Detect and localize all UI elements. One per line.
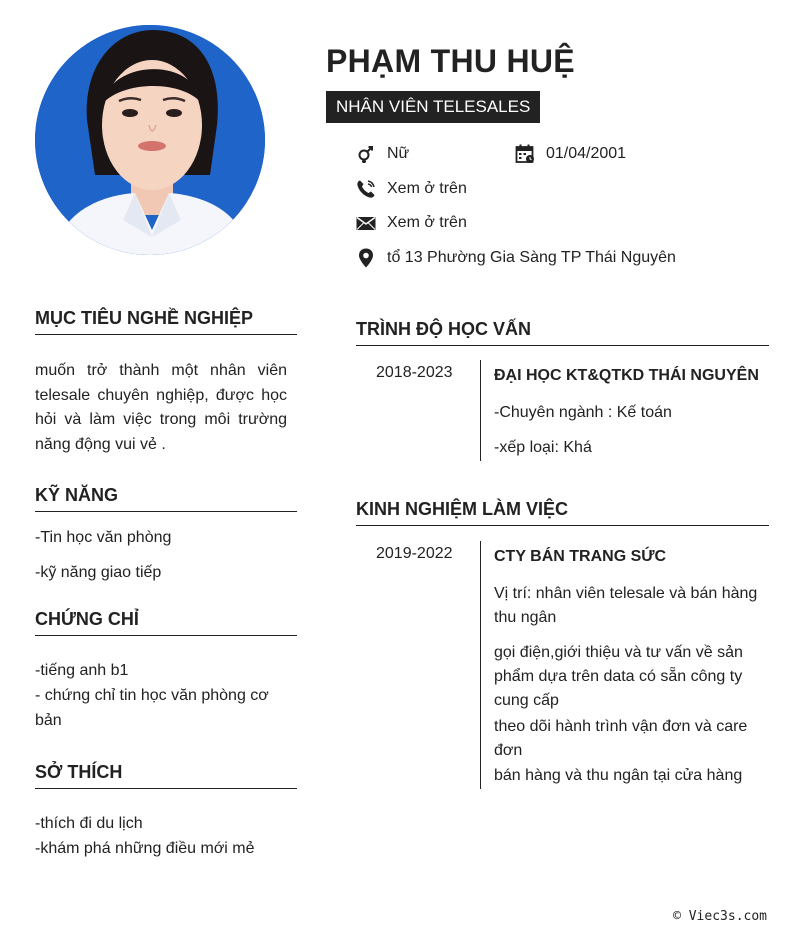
experience-position: Vị trí: nhân viên telesale và bán hàng thu ngân xyxy=(494,585,758,626)
education-divider xyxy=(480,360,481,461)
hobby-item: -khám phá những điều mới mẻ xyxy=(35,840,255,857)
calendar-icon xyxy=(515,144,535,164)
company-name: CTY BÁN TRANG SỨC xyxy=(494,548,667,565)
experience-duty: bán hàng và thu ngân tại cửa hàng xyxy=(494,767,743,784)
certificate-item: -tiếng anh b1 xyxy=(35,662,129,679)
phone-value: Xem ở trên xyxy=(387,180,467,197)
skill-item: -Tin học văn phòng xyxy=(35,529,172,546)
job-title-badge: NHÂN VIÊN TELESALES xyxy=(326,91,540,123)
objective-text: muốn trở thành một nhân viên telesale chuyên nghiệp, được học hỏi và làm việc trong môi trường năng động vui vẻ . xyxy=(35,362,287,453)
experience-duty: gọi điện,giới thiệu và tư vấn về sản phẩm dựa trên data có sẵn công ty cung cấp xyxy=(494,644,743,709)
experience-years: 2019-2022 xyxy=(376,545,453,562)
location-pin-icon xyxy=(356,248,376,268)
birthday-value: 01/04/2001 xyxy=(546,145,627,162)
objective-heading: MỤC TIÊU NGHỀ NGHIỆP xyxy=(35,308,297,335)
certificates-heading: CHỨNG CHỈ xyxy=(35,609,297,636)
education-heading: TRÌNH ĐỘ HỌC VẤN xyxy=(356,319,769,346)
footer-credit: © Viec3s.com xyxy=(673,909,767,924)
email-value: Xem ở trên xyxy=(387,214,467,231)
experience-heading: KINH NGHIỆM LÀM VIỆC xyxy=(356,499,769,526)
gender-icon xyxy=(356,144,376,164)
hobby-item: -thích đi du lịch xyxy=(35,815,143,832)
hobbies-heading: SỞ THÍCH xyxy=(35,762,297,789)
certificate-item: - chứng chỉ tin học văn phòng cơ bản xyxy=(35,687,269,729)
skill-item: -kỹ năng giao tiếp xyxy=(35,564,162,581)
school-name: ĐẠI HỌC KT&QTKD THÁI NGUYÊN xyxy=(494,367,759,384)
experience-duty: theo dõi hành trình vận đơn và care đơn xyxy=(494,718,748,759)
profile-photo xyxy=(35,25,265,255)
envelope-icon xyxy=(356,213,376,233)
education-rank: -xếp loại: Khá xyxy=(494,439,592,456)
address-value: tổ 13 Phường Gia Sàng TP Thái Nguyên xyxy=(387,249,676,266)
education-major: -Chuyên ngành : Kế toán xyxy=(494,404,672,421)
candidate-name: PHẠM THU HUỆ xyxy=(326,43,575,79)
phone-icon xyxy=(356,179,376,199)
skills-heading: KỸ NĂNG xyxy=(35,485,297,512)
experience-divider xyxy=(480,541,481,789)
gender-value: Nữ xyxy=(387,145,410,162)
education-years: 2018-2023 xyxy=(376,364,453,381)
